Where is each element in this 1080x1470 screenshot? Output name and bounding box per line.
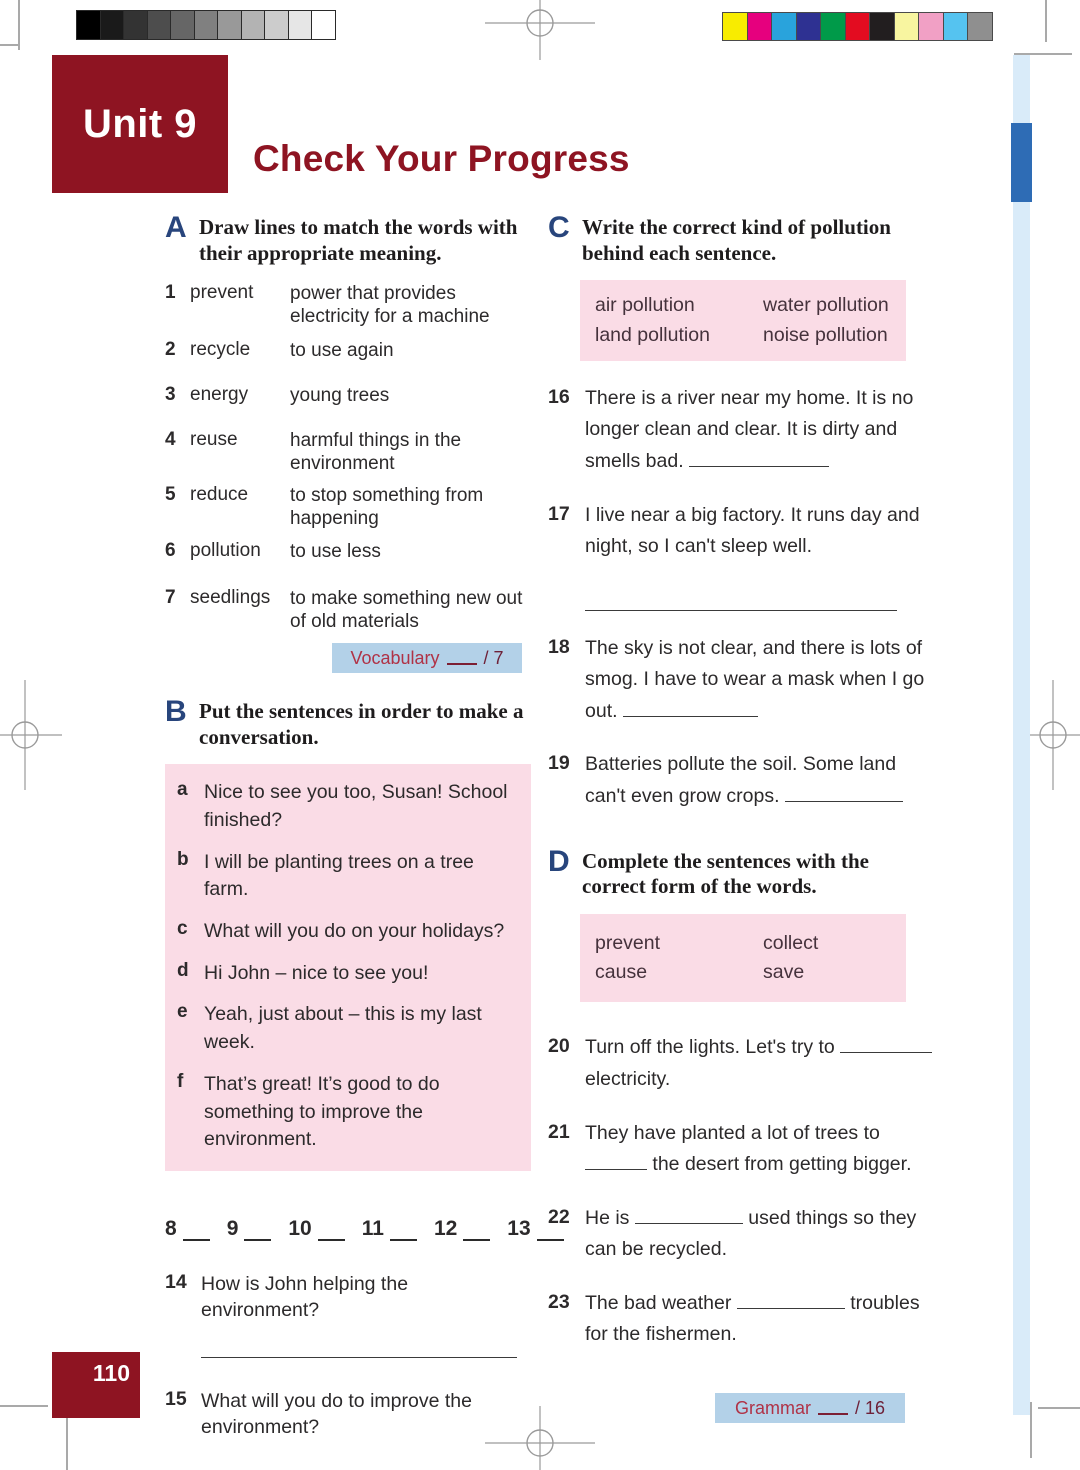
word-bank-item: air pollution bbox=[595, 294, 695, 317]
item-20 bbox=[548, 1032, 934, 1095]
order-blank bbox=[183, 1225, 210, 1241]
match-row bbox=[165, 484, 531, 530]
match-row bbox=[165, 540, 531, 563]
item-text: I live near a big factory. It runs day and night, so I can't sleep well. bbox=[585, 503, 920, 558]
match-word: recycle bbox=[190, 338, 251, 360]
question-14 bbox=[165, 1271, 531, 1358]
grayscale-swatch bbox=[264, 10, 289, 40]
item-number: 22 bbox=[548, 1205, 570, 1228]
color-swatch bbox=[845, 12, 871, 41]
match-meaning: to make something new out of old materials bbox=[290, 587, 523, 632]
item-text: The bad weather bbox=[585, 1291, 732, 1314]
crop-mark bbox=[1038, 1407, 1080, 1409]
conversation-sentence bbox=[177, 779, 519, 834]
page-number-badge bbox=[52, 1352, 140, 1418]
section-b-letter: B bbox=[165, 695, 187, 729]
color-swatch bbox=[747, 12, 773, 41]
order-number: 10 bbox=[288, 1216, 312, 1240]
color-swatch bbox=[722, 12, 748, 41]
match-number: 6 bbox=[165, 539, 176, 561]
conversation-sentence bbox=[177, 1001, 519, 1056]
crop-mark bbox=[1030, 1402, 1032, 1458]
sentence-letter: c bbox=[177, 918, 188, 940]
sentence-letter: d bbox=[177, 959, 189, 981]
registration-mark-icon bbox=[998, 680, 1080, 790]
sentence-text: Hi John – nice to see you! bbox=[204, 961, 429, 984]
vocabulary-score-total: / 7 bbox=[483, 647, 504, 668]
match-row bbox=[165, 282, 531, 328]
item-text: He is bbox=[585, 1206, 630, 1229]
item-18 bbox=[548, 633, 934, 728]
answer-blank bbox=[785, 788, 903, 802]
section-a-header bbox=[165, 211, 531, 266]
grammar-score-label: Grammar bbox=[734, 1397, 811, 1418]
item-21 bbox=[548, 1118, 934, 1181]
item-17 bbox=[548, 500, 934, 611]
match-list bbox=[165, 282, 531, 633]
order-blank bbox=[463, 1225, 490, 1241]
sentence-text: I will be planting trees on a tree farm. bbox=[204, 850, 474, 901]
page-title: Check Your Progress bbox=[253, 138, 630, 179]
item-number: 21 bbox=[548, 1120, 570, 1143]
match-meaning: to use again bbox=[290, 339, 394, 361]
item-text: electricity. bbox=[585, 1067, 671, 1090]
order-slot bbox=[288, 1217, 344, 1241]
color-swatch bbox=[967, 12, 993, 41]
sentence-text: Yeah, just about – this is my last week. bbox=[204, 1003, 482, 1054]
verb-word-bank bbox=[580, 914, 906, 1003]
item-text: Batteries pollute the soil. Some land can't even grow crops. bbox=[585, 753, 897, 808]
vocabulary-score-blank bbox=[447, 652, 477, 665]
match-number: 1 bbox=[165, 282, 176, 304]
grammar-score-box bbox=[715, 1393, 905, 1423]
conversation-sentence bbox=[177, 1071, 519, 1154]
page-edge-strip bbox=[1013, 55, 1030, 1415]
page-number: 110 bbox=[92, 1360, 130, 1386]
sentence-text: That’s great! It’s good to do something to improve the environment. bbox=[204, 1072, 440, 1151]
order-blank bbox=[244, 1225, 271, 1241]
question-number: 14 bbox=[165, 1270, 187, 1293]
item-23 bbox=[548, 1288, 934, 1351]
question-text: What will you do to improve the environment? bbox=[201, 1389, 472, 1438]
word-bank-item: noise pollution bbox=[763, 323, 888, 346]
vocabulary-score-box bbox=[332, 643, 522, 673]
item-number: 20 bbox=[548, 1035, 570, 1058]
match-meaning: power that provides electricity for a machine bbox=[290, 283, 490, 328]
match-meaning: young trees bbox=[290, 384, 390, 406]
item-text: the desert from getting bigger. bbox=[652, 1153, 912, 1176]
match-number: 3 bbox=[165, 383, 176, 405]
grayscale-swatch bbox=[123, 10, 148, 40]
item-number: 17 bbox=[548, 502, 570, 525]
color-swatch bbox=[796, 12, 822, 41]
sentence-letter: a bbox=[177, 779, 188, 801]
item-number: 19 bbox=[548, 752, 570, 775]
order-blank bbox=[390, 1225, 417, 1241]
word-bank-item: prevent bbox=[595, 931, 661, 954]
sentence-text: What will you do on your holidays? bbox=[204, 920, 505, 943]
grayscale-swatch bbox=[170, 10, 195, 40]
answer-blank bbox=[737, 1295, 845, 1309]
match-word: seedlings bbox=[190, 586, 271, 608]
registration-mark-icon bbox=[0, 680, 80, 790]
order-slot bbox=[165, 1217, 210, 1241]
order-slot bbox=[227, 1217, 272, 1241]
conversation-box bbox=[165, 764, 531, 1171]
order-answer-row bbox=[165, 1217, 531, 1241]
grayscale-swatch bbox=[241, 10, 266, 40]
section-c-heading: Write the correct kind of pollution behind each sentence. bbox=[582, 215, 891, 265]
crop-mark bbox=[18, 0, 20, 50]
color-swatch bbox=[869, 12, 895, 41]
question-text: How is John helping the environment? bbox=[201, 1272, 409, 1322]
color-swatch bbox=[771, 12, 797, 41]
order-slot bbox=[362, 1217, 417, 1241]
section-d-letter: D bbox=[548, 844, 570, 878]
order-number: 11 bbox=[361, 1216, 384, 1240]
conversation-sentence bbox=[177, 849, 519, 904]
item-text: used things so they can be recycled. bbox=[585, 1206, 917, 1261]
crop-mark bbox=[0, 44, 18, 46]
question-15 bbox=[165, 1388, 531, 1470]
sentence-letter: f bbox=[177, 1070, 184, 1092]
unit-label: Unit 9 bbox=[82, 101, 198, 146]
grayscale-swatch bbox=[311, 10, 336, 40]
color-swatch bbox=[943, 12, 969, 41]
item-text: troubles for the fishermen. bbox=[585, 1291, 920, 1346]
item-19 bbox=[548, 749, 934, 812]
answer-blank bbox=[635, 1210, 743, 1224]
color-swatch bbox=[820, 12, 846, 41]
section-a-letter: A bbox=[165, 211, 187, 244]
order-number: 13 bbox=[507, 1216, 531, 1240]
grayscale-swatch bbox=[217, 10, 242, 40]
word-bank-item: save bbox=[763, 961, 805, 984]
answer-blank bbox=[689, 453, 829, 467]
order-slot bbox=[434, 1217, 490, 1241]
match-row bbox=[165, 587, 531, 633]
grayscale-swatch bbox=[76, 10, 101, 40]
right-column bbox=[548, 211, 934, 1423]
answer-blank bbox=[585, 1156, 647, 1170]
item-text: Turn off the lights. Let's try to bbox=[585, 1036, 835, 1059]
grayscale-swatch bbox=[194, 10, 219, 40]
unit-badge bbox=[52, 55, 228, 193]
match-meaning: to use less bbox=[290, 540, 381, 562]
grammar-score-total: / 16 bbox=[854, 1397, 886, 1418]
match-word: pollution bbox=[190, 539, 261, 561]
answer-blank bbox=[623, 703, 758, 717]
left-column bbox=[165, 211, 531, 1470]
vocabulary-score-label: Vocabulary bbox=[350, 647, 440, 668]
match-number: 2 bbox=[165, 338, 176, 360]
item-text: They have planted a lot of trees to bbox=[585, 1121, 880, 1144]
grayscale-swatch bbox=[100, 10, 125, 40]
section-a-heading: Draw lines to match the words with their appropriate meaning. bbox=[199, 215, 518, 265]
color-calibration-bar bbox=[722, 12, 992, 41]
answer-line bbox=[201, 1456, 527, 1470]
grayscale-calibration-bar bbox=[76, 10, 335, 40]
word-bank-item: land pollution bbox=[595, 323, 710, 346]
match-row bbox=[165, 339, 531, 362]
match-word: energy bbox=[190, 383, 249, 405]
crop-mark bbox=[66, 1416, 68, 1470]
section-c-header bbox=[548, 211, 934, 266]
order-blank bbox=[318, 1225, 345, 1241]
match-word: reuse bbox=[190, 428, 238, 450]
order-number: 9 bbox=[226, 1216, 239, 1240]
item-number: 18 bbox=[548, 635, 570, 658]
answer-line bbox=[201, 1336, 517, 1358]
match-meaning: to stop something from happening bbox=[290, 485, 484, 530]
pollution-word-bank bbox=[580, 280, 906, 361]
item-number: 23 bbox=[548, 1290, 570, 1313]
registration-mark-icon bbox=[485, 0, 595, 78]
section-b-heading: Put the sentences in order to make a conversation. bbox=[199, 699, 524, 749]
conversation-sentence bbox=[177, 960, 519, 988]
order-number: 8 bbox=[165, 1216, 177, 1240]
match-row bbox=[165, 384, 531, 407]
word-bank-item: water pollution bbox=[763, 294, 889, 317]
item-number: 16 bbox=[548, 385, 570, 408]
item-text: The sky is not clear, and there is lots of smog. I have to wear a mask when I go out. bbox=[585, 636, 925, 722]
item-16 bbox=[548, 383, 934, 478]
match-number: 4 bbox=[165, 428, 176, 450]
unit-edge-tab bbox=[1011, 123, 1032, 202]
match-number: 5 bbox=[165, 484, 176, 506]
grammar-score-blank bbox=[818, 1402, 848, 1415]
match-word: reduce bbox=[190, 484, 249, 506]
crop-mark bbox=[1045, 0, 1047, 42]
color-swatch bbox=[894, 12, 920, 41]
match-number: 7 bbox=[165, 586, 176, 608]
section-d-heading: Complete the sentences with the correct form of the words. bbox=[582, 848, 869, 899]
item-text: There is a river near my home. It is no longer clean and clear. It is dirty and smells bad. bbox=[585, 386, 914, 472]
sentence-letter: e bbox=[177, 1001, 188, 1023]
word-bank-item: cause bbox=[595, 961, 648, 984]
color-swatch bbox=[918, 12, 944, 41]
section-c-letter: C bbox=[548, 211, 570, 244]
grayscale-swatch bbox=[288, 10, 313, 40]
answer-line bbox=[585, 589, 897, 611]
sentence-letter: b bbox=[177, 848, 189, 870]
section-b-header bbox=[165, 695, 531, 750]
match-word: prevent bbox=[190, 282, 254, 304]
question-number: 15 bbox=[165, 1387, 187, 1410]
conversation-sentence bbox=[177, 918, 519, 946]
sentence-text: Nice to see you too, Susan! School finished? bbox=[204, 781, 508, 832]
item-22 bbox=[548, 1203, 934, 1266]
answer-blank bbox=[840, 1039, 932, 1053]
match-meaning: harmful things in the environment bbox=[290, 429, 462, 475]
grayscale-swatch bbox=[147, 10, 172, 40]
crop-mark bbox=[0, 1405, 48, 1407]
section-d-header bbox=[548, 844, 934, 900]
word-bank-item: collect bbox=[763, 931, 819, 954]
match-row bbox=[165, 429, 531, 475]
order-number: 12 bbox=[433, 1216, 458, 1240]
